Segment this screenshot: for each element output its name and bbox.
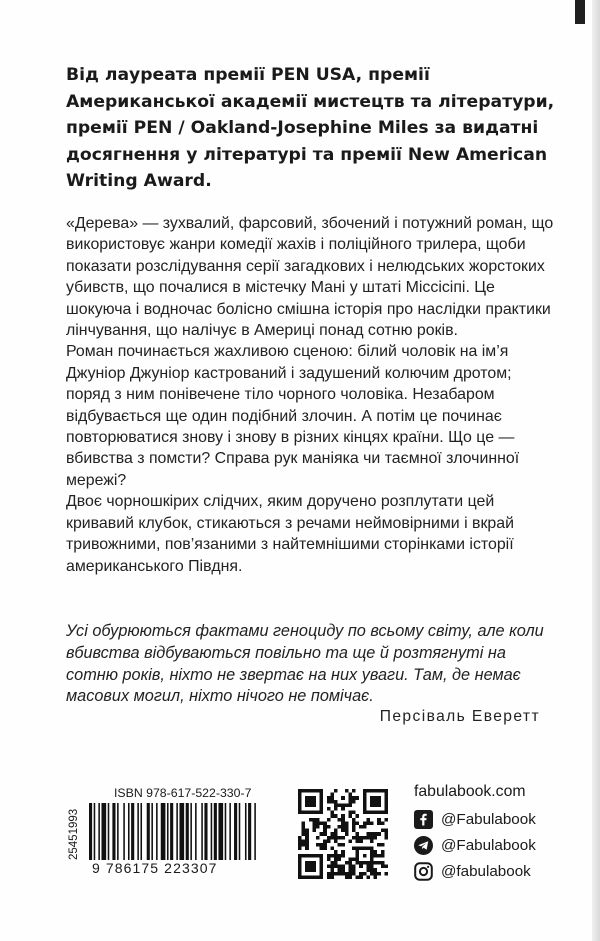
- barcode-bars: [88, 803, 260, 860]
- barcode-number: 9 786175 223307: [92, 860, 218, 876]
- telegram-icon: [414, 836, 433, 855]
- author-quote: Усі обурюються фактами геноциду по всьому світу, але коли вбивства відбуваються повільно та ще й розтягнуті на сотню років, ніхто не звертає на них уваги. Там, де немає масових могил, ніхто нічого не помічає.: [66, 622, 544, 706]
- corner-mark: [575, 0, 585, 24]
- publisher-contacts: [414, 778, 564, 884]
- isbn-label: ISBN 978-617-522-330-7: [114, 786, 252, 800]
- facebook-icon: [414, 810, 433, 829]
- synopsis-text: «Дерева» — зухвалий, фарсовий, збочений і потужний роман, що використовує жанри комедії жахів і поліційного трилера, щоби показати розслідування серії загадкових і нелюдських жорстоких убивств, що почалися в містечку Мані у штаті Міссісіпі. Це шокуюча і водночас болісно смішна історія про наслідки практики лінчування, що налічує в Америці понад сотню років. Роман починається жахливою сценою: білий чоловік на ім’я Джуніор Джуніор кастрований і задушений колючим дротом; поряд з ним понівечене тіло чорного чоловіка. Незабаром відбувається ще один подібний злочин. А потім це починає повторюватися знову і знову в різних кінцях країни. Що це — вбивства з помсти? Справа рук маніяка чи таємної злочинної мережі? Двоє чорношкірих слідчих, яким доручено розплутати цей кривавий клубок, стикаються з речами неймовірними і вкрай тривожними, пов’язаними з найтемнішими сторінками історії американського Півдня.: [66, 215, 554, 575]
- instagram-icon: [414, 862, 433, 881]
- telegram-handle: @Fabulabook: [441, 836, 536, 854]
- social-link-instagram[interactable]: [414, 858, 564, 884]
- facebook-handle: @Fabulabook: [441, 810, 536, 828]
- qr-code[interactable]: [298, 789, 388, 879]
- social-link-telegram[interactable]: [414, 832, 564, 858]
- social-link-facebook[interactable]: [414, 806, 564, 832]
- barcode-side-digits: 25451993: [68, 808, 80, 860]
- award-headline: Від лауреата премії PEN USA, премії Американської академії мистецтв та літератури, премії PEN / Oakland-Josephine Miles за видатні досягнення у літературі та премії New American Writing Award.: [66, 65, 555, 192]
- publisher-website-link[interactable]: fabulabook.com: [414, 783, 526, 800]
- spine-edge: [592, 0, 600, 941]
- author-name: Персіваль Еверетт: [379, 708, 540, 725]
- instagram-handle: @fabulabook: [441, 862, 531, 880]
- isbn-barcode-block: [66, 786, 262, 878]
